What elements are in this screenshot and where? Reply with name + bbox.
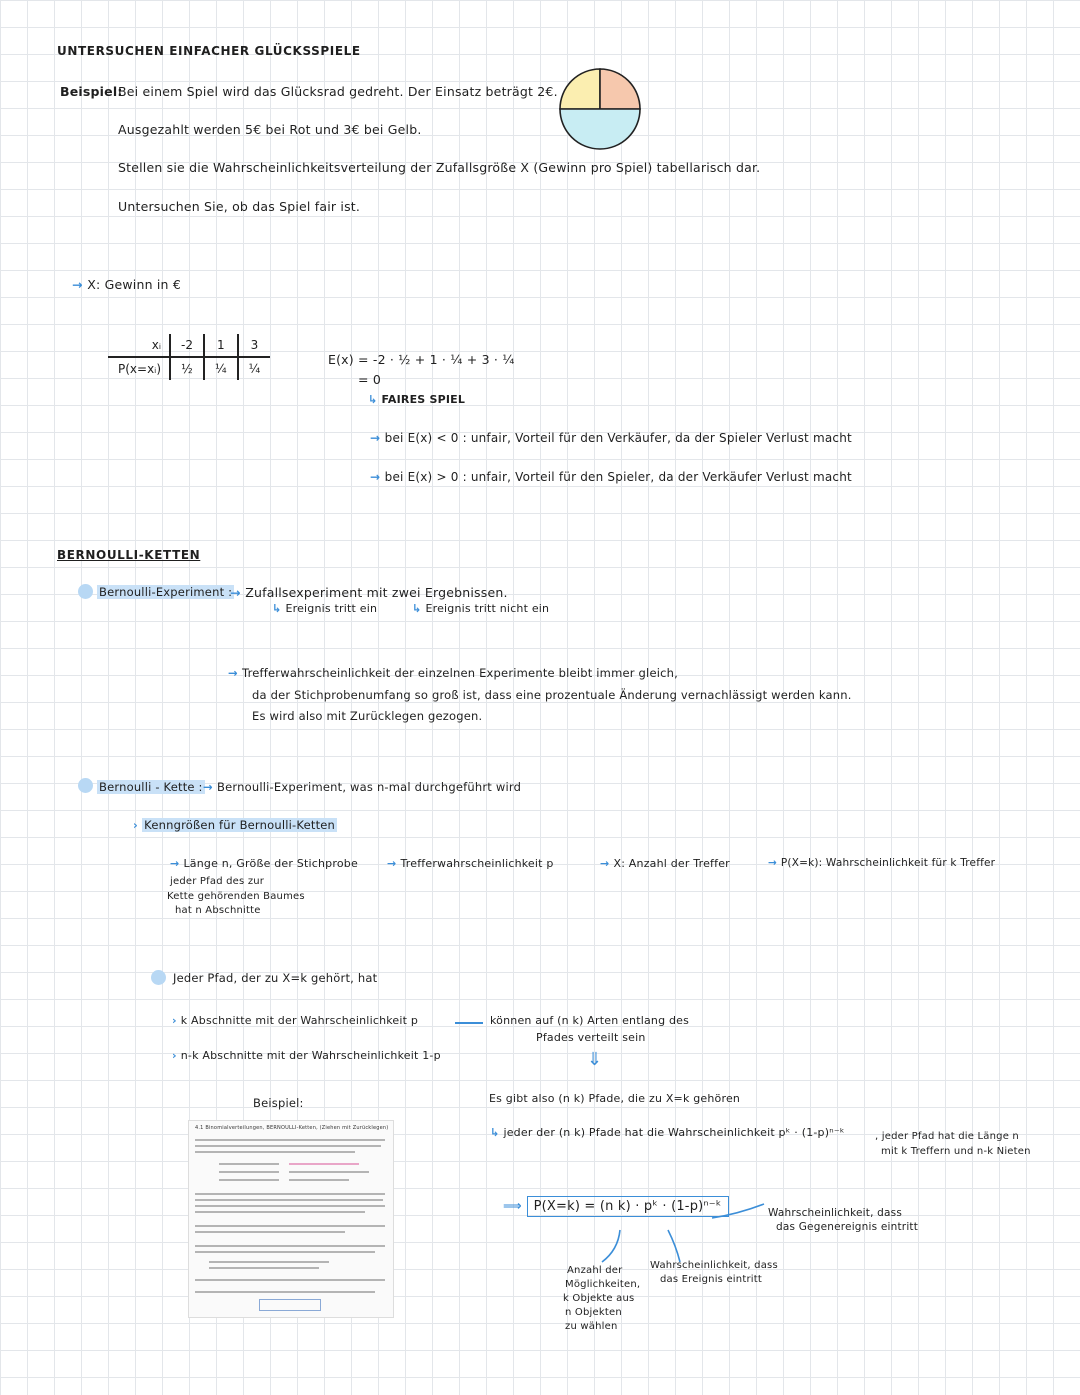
unfair-greater-zero (370, 470, 852, 484)
wheel-segment-red (600, 69, 640, 109)
annotation-count-line5: zu wählen (565, 1321, 618, 1332)
table-cell: ¼ (204, 357, 238, 380)
param-length-note3: hat n Abschnitte (175, 905, 261, 916)
example-text-line1: Bei einem Spiel wird das Glücksrad gedreht. Der Einsatz beträgt 2€. (118, 84, 558, 99)
example2-label: Beispiel: (253, 1096, 304, 1110)
event-not-occurs (412, 602, 549, 615)
section-heading-bernoulli: BERNOULLI-KETTEN (57, 548, 201, 562)
example-text-line3: Stellen sie die Wahrscheinlichkeitsverteilung der Zufallsgröße X (Gewinn pro Spiel) tabellarisch dar. (118, 160, 761, 175)
example-label: Beispiel: (60, 84, 123, 99)
double-arrow-icon: ⟹ (503, 1199, 527, 1214)
arrow-icon: → (228, 666, 243, 680)
bernoulli-experiment-def (230, 585, 508, 600)
bernoulli-chain-def (203, 780, 521, 794)
expectation-formula: E(x) = -2 · ½ + 1 · ¼ + 3 · ¼ (328, 352, 515, 367)
fair-game-text: FAIRES SPIEL (381, 393, 466, 406)
bernoulli-chain-label: Bernoulli - Kette : (99, 780, 203, 794)
arrow-icon: → (170, 857, 184, 870)
arrow-icon: → (72, 277, 88, 292)
param-pk-text: P(X=k): Wahrscheinlichkeit für k Treffer (780, 857, 996, 869)
unfair-greater-zero-text: bei E(x) > 0 : unfair, Vorteil für den Spieler, da der Verkäufer Verlust macht (384, 470, 852, 484)
arrow-icon: → (203, 780, 218, 794)
x-definition (72, 277, 181, 292)
param-length (170, 857, 358, 870)
arrow-icon: ↳ (272, 602, 286, 615)
arrow-icon: ↳ (490, 1126, 504, 1139)
connector-line (455, 1022, 483, 1024)
expectation-result: = 0 (358, 372, 381, 387)
arrow-icon: → (768, 857, 781, 869)
table-row-label: xᵢ (151, 338, 162, 352)
bernoulli-experiment-def-text: Zufallsexperiment mit zwei Ergebnissen. (245, 585, 508, 600)
each-path-probability-text: jeder der (n k) Pfade hat die Wahrscheinlichkeit pᵏ · (1-p)ⁿ⁻ᵏ (503, 1126, 845, 1139)
table-cell: -2 (170, 334, 204, 357)
annotation-count-line2: Möglichkeiten, (565, 1279, 641, 1290)
note-line3: Es wird also mit Zurücklegen gezogen. (252, 709, 483, 723)
bernoulli-formula-text: P(X=k) = (n k) · pᵏ · (1-p)ⁿ⁻ᵏ (527, 1196, 729, 1217)
wheel-of-fortune (557, 66, 643, 152)
param-length-note2: Kette gehörenden Baumes (167, 891, 305, 902)
annotation-counter-line2: das Gegenereignis eintritt (776, 1221, 919, 1233)
section-heading-gluecksspiele: UNTERSUCHEN EINFACHER GLÜCKSSPIELE (57, 44, 361, 58)
bernoulli-formula (503, 1199, 729, 1214)
wheel-segment-yellow (560, 69, 600, 109)
fair-game-label (368, 393, 465, 406)
table-cell: ½ (170, 357, 204, 380)
path-k-sections (172, 1014, 418, 1027)
textbook-excerpt-title: 4.1 Binomialverteilungen, BERNOULLI-Ketten, (Ziehen mit Zurücklegen) (195, 1125, 389, 1131)
example-text-line4: Untersuchen Sie, ob das Spiel fair ist. (118, 199, 361, 214)
arrow-icon: → (370, 470, 385, 484)
annotation-count-line3: k Objekte aus (563, 1293, 635, 1304)
table-row (108, 357, 270, 380)
path-ways-line2: Pfades verteilt sein (536, 1031, 646, 1044)
each-path-probability (490, 1126, 845, 1139)
path-nk-sections-text: n-k Abschnitte mit der Wahrscheinlichkeit 1-p (180, 1049, 441, 1062)
event-occurs-text: Ereignis tritt ein (285, 602, 378, 615)
note-line1-text: Trefferwahrscheinlichkeit der einzelnen Experimente bleibt immer gleich, (242, 666, 678, 680)
chevron-right-icon: › (133, 818, 143, 832)
path-statement: Jeder Pfad, der zu X=k gehört, hat (173, 971, 378, 985)
table-row-label: P(x=xᵢ) (108, 357, 170, 380)
param-pk (768, 857, 995, 869)
paths-total: Es gibt also (n k) Pfade, die zu X=k gehören (489, 1092, 741, 1105)
event-not-occurs-text: Ereignis tritt nicht ein (425, 602, 550, 615)
example-text-line2: Ausgezahlt werden 5€ bei Rot und 3€ bei Gelb. (118, 122, 422, 137)
annotation-count-line1: Anzahl der (567, 1265, 623, 1276)
arrow-icon: ↳ (412, 602, 426, 615)
table-cell: 1 (204, 334, 238, 357)
table-row (108, 334, 270, 357)
table-cell: 3 (238, 334, 271, 357)
param-length-note1: jeder Pfad des zur (170, 876, 265, 887)
each-path-note2: mit k Treffern und n-k Nieten (881, 1146, 1031, 1157)
arrow-icon: → (370, 431, 385, 445)
param-probability (387, 857, 554, 870)
bernoulli-experiment-label: Bernoulli-Experiment : (99, 585, 233, 599)
wheel-segment-blue (560, 109, 640, 149)
textbook-excerpt-image (188, 1120, 394, 1318)
arrow-icon: → (387, 857, 401, 870)
param-length-text: Länge n, Größe der Stichprobe (183, 857, 358, 870)
x-definition-text: X: Gewinn in € (87, 277, 181, 292)
param-probability-text: Trefferwahrscheinlichkeit p (400, 857, 554, 870)
distribution-table (108, 334, 270, 380)
annotation-event-line1: Wahrscheinlichkeit, dass (650, 1260, 778, 1271)
chevron-right-icon: › (172, 1049, 181, 1062)
path-ways-line1: können auf (n k) Arten entlang des (490, 1014, 690, 1027)
note-line1 (228, 666, 678, 680)
parameters-heading-text: Kenngrößen für Bernoulli-Ketten (144, 818, 336, 832)
table-cell: ¼ (238, 357, 271, 380)
path-nk-sections (172, 1049, 441, 1062)
formula-annotation-arrow-right (708, 1196, 768, 1226)
arrow-icon: → (600, 857, 614, 870)
note-line2: da der Stichprobenumfang so groß ist, dass eine prozentuale Änderung vernachlässigt werden kann. (252, 688, 852, 702)
unfair-less-zero-text: bei E(x) < 0 : unfair, Vorteil für den Verkäufer, da der Spieler Verlust macht (384, 431, 852, 445)
unfair-less-zero (370, 431, 852, 445)
each-path-note1: , jeder Pfad hat die Länge n (875, 1131, 1019, 1142)
arrow-icon: ↳ (368, 393, 382, 406)
equivalence-arrow-icon: ⇓ (587, 1049, 603, 1070)
bernoulli-chain-def-text: Bernoulli-Experiment, was n-mal durchgeführt wird (217, 780, 522, 794)
parameters-heading (133, 818, 337, 832)
annotation-count-line4: n Objekten (565, 1307, 622, 1318)
annotation-event-line2: das Ereignis eintritt (660, 1274, 762, 1285)
param-hits-text: X: Anzahl der Treffer (613, 857, 730, 870)
annotation-counter-line1: Wahrscheinlichkeit, dass (768, 1207, 903, 1219)
chevron-right-icon: › (172, 1014, 181, 1027)
path-k-sections-text: k Abschnitte mit der Wahrscheinlichkeit p (180, 1014, 419, 1027)
bullet-icon (151, 970, 166, 985)
param-hits (600, 857, 730, 870)
bullet-icon (78, 778, 93, 793)
arrow-icon: → (230, 585, 246, 600)
event-occurs (272, 602, 377, 615)
bullet-icon (78, 584, 93, 599)
